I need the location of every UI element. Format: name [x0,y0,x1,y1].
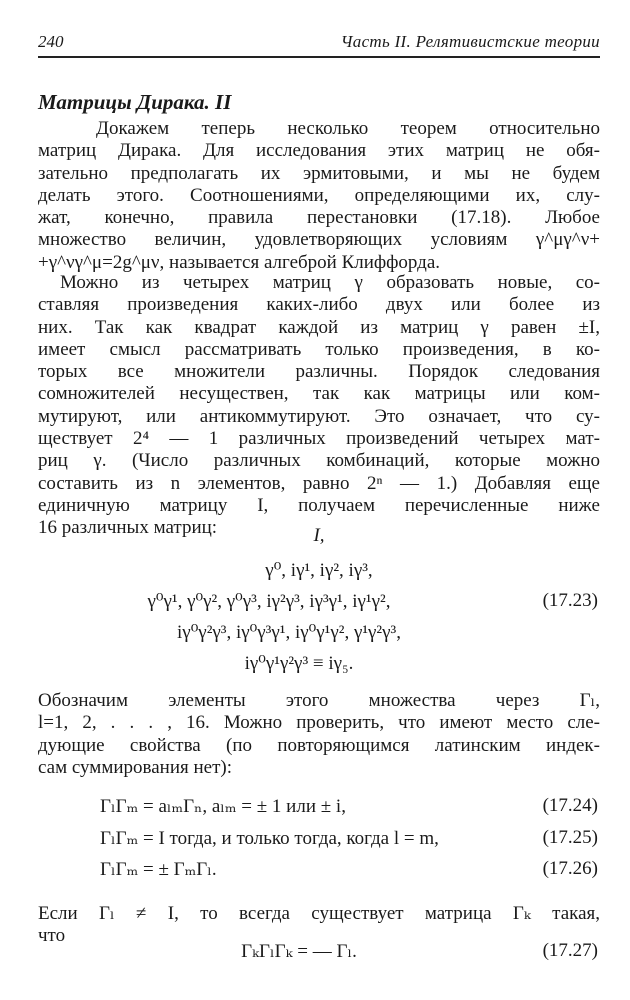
section-title: Матрицы Дирака. II [38,90,232,114]
text-line: делать этого. Соотношениями, определяющими их, слу- [38,184,600,206]
text-line: имеет смысл рассматривать только произведения, в ко- [38,338,600,360]
text-line: ставляя произведения каких-либо двух или более из [38,294,600,316]
text-line: множество величин, удовлетворяющих условиям γ^μγ^ν+ [38,229,600,251]
equation-row: γ⁰γ¹, γ⁰γ², γ⁰γ³, iγ²γ³, iγ³γ¹, iγ¹γ², [147,591,391,612]
equation-formula: ΓₗΓₘ = ± ΓₘΓₗ. [100,859,217,880]
paragraph-1 [38,118,600,274]
text-line: жат, конечно, правила перестановки (17.18). Любое [38,207,600,229]
equation-number: (17.23) [542,590,598,611]
text-line: них. Так как квадрат каждой из матриц γ равен ±I, [38,316,600,338]
running-head: Часть II. Релятивистские теории [340,32,600,51]
text-line: сомножителей несуществен, так как матрицы или ком- [38,383,600,405]
text-line: l=1, 2, . . . , 16. Можно проверить, что имеют место сле- [38,712,600,734]
equation-17-26 [38,858,600,886]
equation-formula: ΓₗΓₘ = aₗₘΓₙ, aₗₘ = ± 1 или ± i, [100,796,346,817]
equation-number: (17.27) [542,940,598,961]
equation-formula: ΓₗΓₘ = I тогда, и только тогда, когда l = m, [100,828,439,849]
paragraph-3 [38,690,600,779]
text-line: зательно предполагать их эрмитовыми, и мы не будем [38,162,600,184]
text-line: Если Γₗ ≠ I, то всегда существует матрица Γₖ такая, [38,903,600,924]
equation-row: I, [313,525,325,546]
text-line: составить из n элементов, равно 2ⁿ — 1.) Добавляя еще [38,472,600,494]
equation-17-25 [38,827,600,855]
equation-number: (17.24) [542,795,598,816]
text-line: сам суммирования нет): [38,756,233,778]
text-line: матриц Дирака. Для исследования этих матриц не обя- [38,140,600,162]
paragraph-2 [38,272,600,540]
text-line: 16 различных матриц: [38,517,218,539]
text-line: что [38,925,66,947]
text-line: Докажем теперь несколько теорем относительно [96,118,600,139]
equation-17-27 [38,940,600,968]
equation-number: (17.26) [542,858,598,879]
text-line: Можно из четырех матриц γ образовать новые, со- [60,272,600,293]
text-line: торых все множители различны. Порядок следования [38,361,600,383]
equation-number: (17.25) [542,827,598,848]
page-number: 240 [38,32,64,51]
equation-formula: ΓₖΓₗΓₖ = — Γₗ. [241,941,357,962]
equation-row: iγ⁰γ²γ³, iγ⁰γ³γ¹, iγ⁰γ¹γ², γ¹γ²γ³, [177,622,401,643]
equation-row: iγ⁰γ¹γ²γ³ ≡ iγ₅. [244,653,354,674]
text-line: риц γ. (Число различных комбинаций, которые можно [38,450,600,472]
text-line: +γ^νγ^μ=2g^μν, называется алгеброй Клиффорда. [38,251,441,273]
text-line: ществует 2⁴ — 1 различных произведений четырех мат- [38,428,600,450]
text-line: единичную матрицу I, получаем перечисленные ниже [38,494,600,516]
text-line: мутируют, или антикоммутируют. Это означает, что су- [38,405,600,427]
equation-17-24 [38,795,600,823]
page-header [38,20,600,58]
text-line: Обозначим элементы этого множества через Γₗ, [38,690,600,711]
equation-row: γ⁰, iγ¹, iγ², iγ³, [265,560,373,581]
text-line: дующие свойства (по повторяющимся латинским индек- [38,734,600,756]
